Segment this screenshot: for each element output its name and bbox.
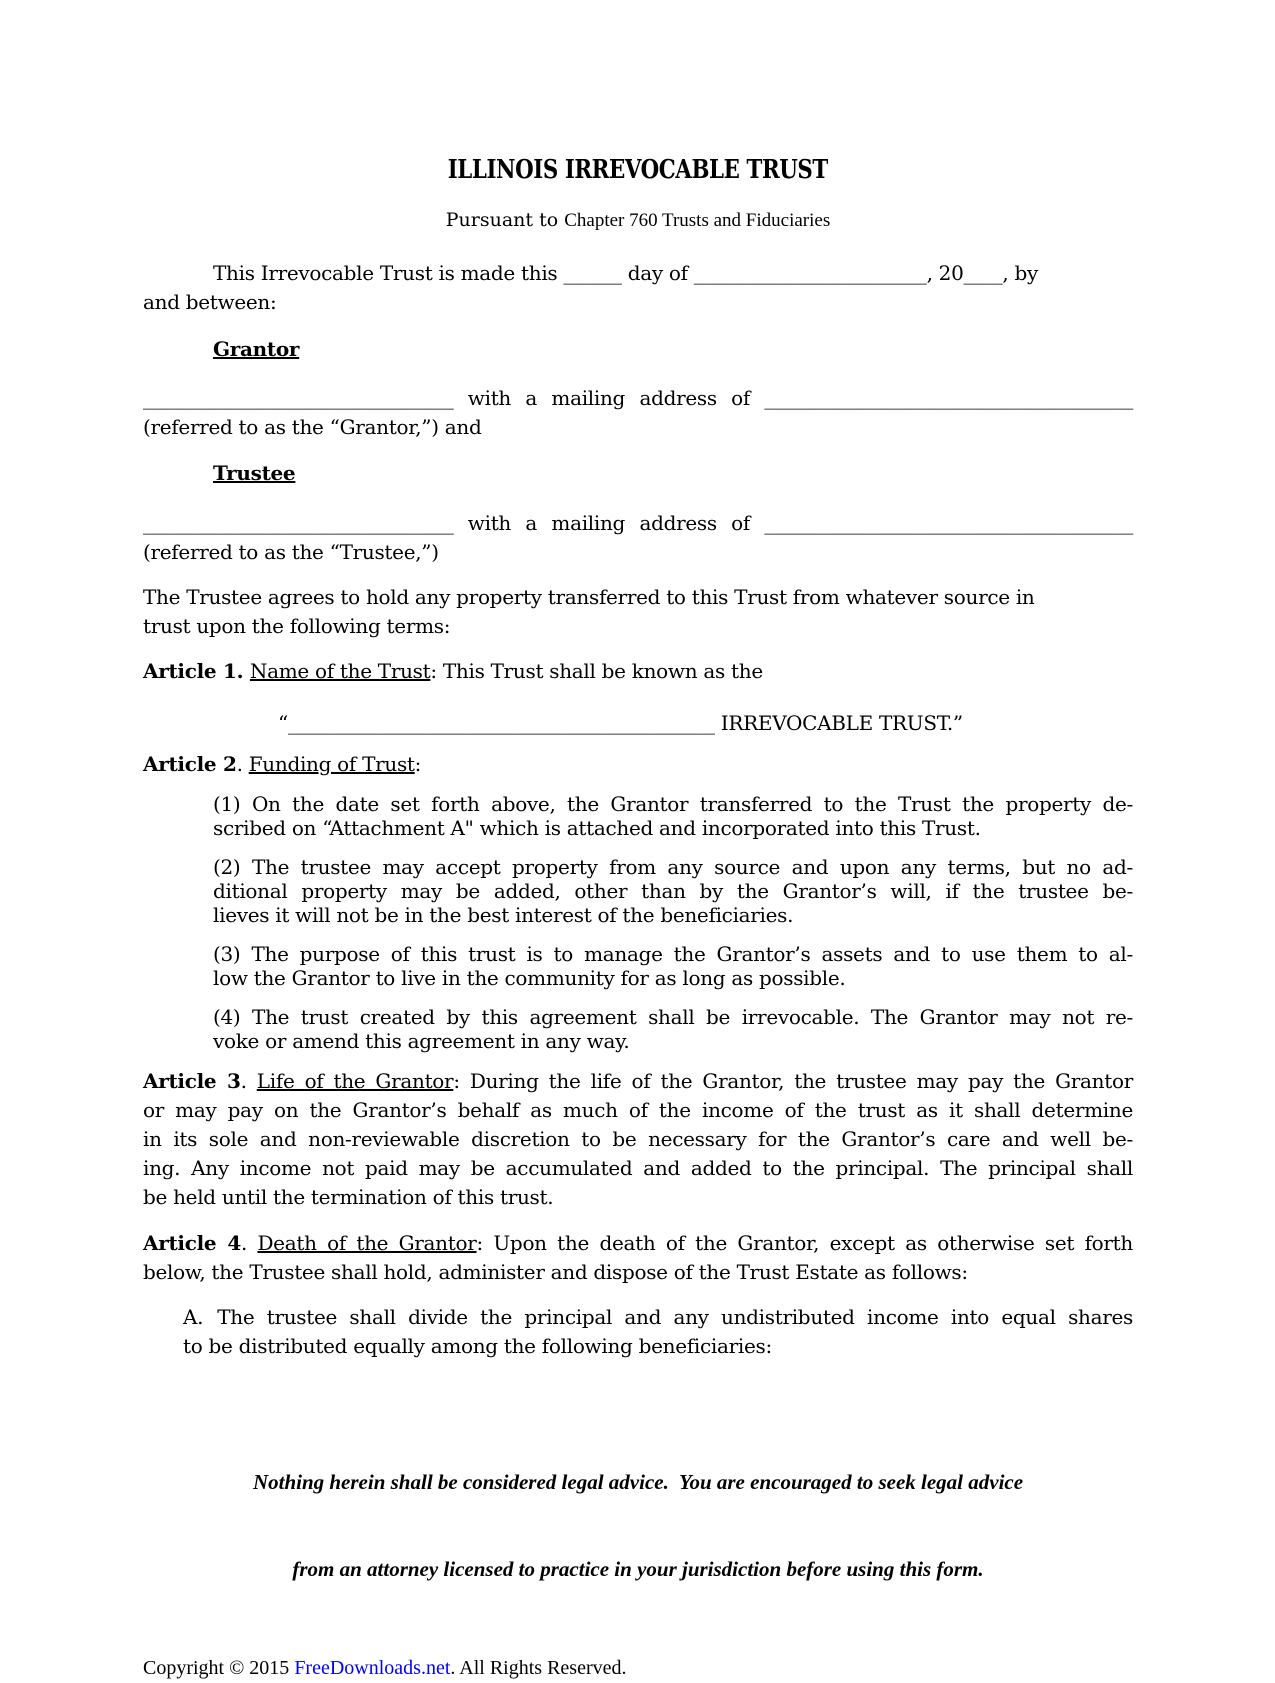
grantor-heading: Grantor [213,337,300,361]
article-3-title: Life of the Grantor [256,1069,454,1093]
copyright-prefix: Copyright © 2015 [143,1657,295,1679]
article-3-label: Article 3 [143,1069,241,1093]
trust-name-blank: ____________________________________________ [287,711,715,735]
article-2-item-3 [213,942,1133,990]
document-title [143,155,1133,186]
intro-paragraph [143,259,1133,317]
trust-terms-paragraph [143,583,1133,641]
subtitle-lead: Pursuant to [445,209,565,231]
article-2-title: Funding of Trust [248,752,415,776]
disclaimer-line-2: from an attorney licensed to practice in your jurisdiction before using this form. [292,1557,984,1581]
article-3-line-5: be held until the termination of this trust. [143,1185,554,1209]
article-4-label: Article 4 [143,1231,241,1255]
article-2-separator: . [236,752,249,776]
article-2-item-3-line-1: (3) The purpose of this trust is to manage the Grantor’s assets and to use them to al- [213,942,1133,966]
item-a-marker: A. [183,1305,204,1329]
article-3-separator: . [240,1069,257,1093]
article-4-line-2: below, the Trustee shall hold, administer and dispose of the Trust Estate as follows: [143,1260,968,1284]
article-2-item-2 [213,855,1133,927]
item-a-line-2: to be distributed equally among the following beneficiaries: [183,1334,772,1358]
trust-terms-line-1: The Trustee agrees to hold any property transferred to this Trust from whatever source in [143,585,1035,609]
article-4-separator: . [240,1231,258,1255]
article-4-line-1-text: : Upon the death of the Grantor, except as otherwise set forth [476,1231,1133,1255]
copyright-link[interactable]: FreeDownloads.net [294,1657,451,1679]
trustee-details-paragraph [143,509,1133,567]
article-4-title: Death of the Grantor [257,1231,477,1255]
trust-name-suffix: IRREVOCABLE TRUST.” [714,711,963,735]
document-subtitle [143,208,1133,233]
article-3-line-4: ing. Any income not paid may be accumulated and added to the principal. The principal shall [143,1156,1133,1180]
article-2-item-4 [213,1005,1133,1053]
article-2-colon: : [414,752,422,776]
trust-name-open-quote: “ [278,711,288,735]
article-3-line-1-text: : During the life of the Grantor, the trustee may pay the Grantor [453,1069,1133,1093]
copyright-line [143,1654,1133,1683]
trustee-referred-line: (referred to as the “Trustee,”) [143,540,439,564]
article-1-title: Name of the Trust [249,659,431,683]
article-4-paragraph [143,1229,1133,1287]
trustee-heading: Trustee [213,461,296,485]
article-1-text: : This Trust shall be known as the [430,659,763,683]
article-2-item-2-line-1: (2) The trustee may accept property from any source and upon any terms, but no ad- [213,855,1133,879]
article-2-item-1-line-2: scribed on “Attachment A" which is attached and incorporated into this Trust. [213,816,981,840]
intro-line-1: This Irrevocable Trust is made this ______ day of ________________________, 20____, by [213,261,1038,285]
article-2-item-3-line-2: low the Grantor to live in the community for as long as possible. [213,966,846,990]
article-2-item-4-line-2: voke or amend this agreement in any way. [213,1029,630,1053]
subtitle-statute: Chapter 760 Trusts and Fiduciaries [564,210,831,231]
article-4-item-a [183,1303,1133,1361]
article-2-item-1 [213,792,1133,840]
trust-terms-line-2: trust upon the following terms: [143,614,451,638]
article-2-item-4-line-1: (4) The trust created by this agreement shall be irrevocable. The Grantor may not re- [213,1005,1133,1029]
grantor-details-paragraph [143,384,1133,442]
article-1-label: Article 1. [143,659,250,683]
article-1-heading-line [143,657,1133,686]
intro-line-2: and between: [143,290,277,314]
trust-name-line [278,709,1133,738]
footer-disclaimer [143,1410,1133,1642]
article-2-heading-line [143,750,1133,779]
grantor-referred-line: (referred to as the “Grantor,”) and [143,415,482,439]
article-2-label: Article 2 [143,752,237,776]
article-3-line-3: in its sole and non-reviewable discretion to be necessary for the Grantor’s care and well be- [143,1127,1133,1151]
article-2-item-2-line-2: ditional property may be added, other than by the Grantor’s will, if the trustee be- [213,879,1133,903]
item-a-line-1: The trustee shall divide the principal and any undistributed income into equal shares [217,1305,1133,1329]
document-title-text: ILLINOIS IRREVOCABLE TRUST [447,155,829,185]
article-2-item-1-line-1: (1) On the date set forth above, the Grantor transferred to the Trust the property de- [213,792,1133,816]
article-2-item-2-line-3: lieves it will not be in the best interest of the beneficiaries. [213,903,794,927]
article-3-line-2: or may pay on the Grantor’s behalf as much of the income of the trust as it shall determine [143,1098,1133,1122]
grantor-name-blank-line: ________________________________ with a mailing address of ______________________________________ [143,386,1133,410]
trustee-name-blank-line: ________________________________ with a mailing address of ______________________________________ [143,511,1133,535]
article-3-paragraph [143,1067,1133,1212]
disclaimer-line-1: Nothing herein shall be considered legal advice. You are encouraged to seek legal advice [252,1470,1024,1494]
copyright-suffix: . All Rights Reserved. [450,1657,627,1679]
